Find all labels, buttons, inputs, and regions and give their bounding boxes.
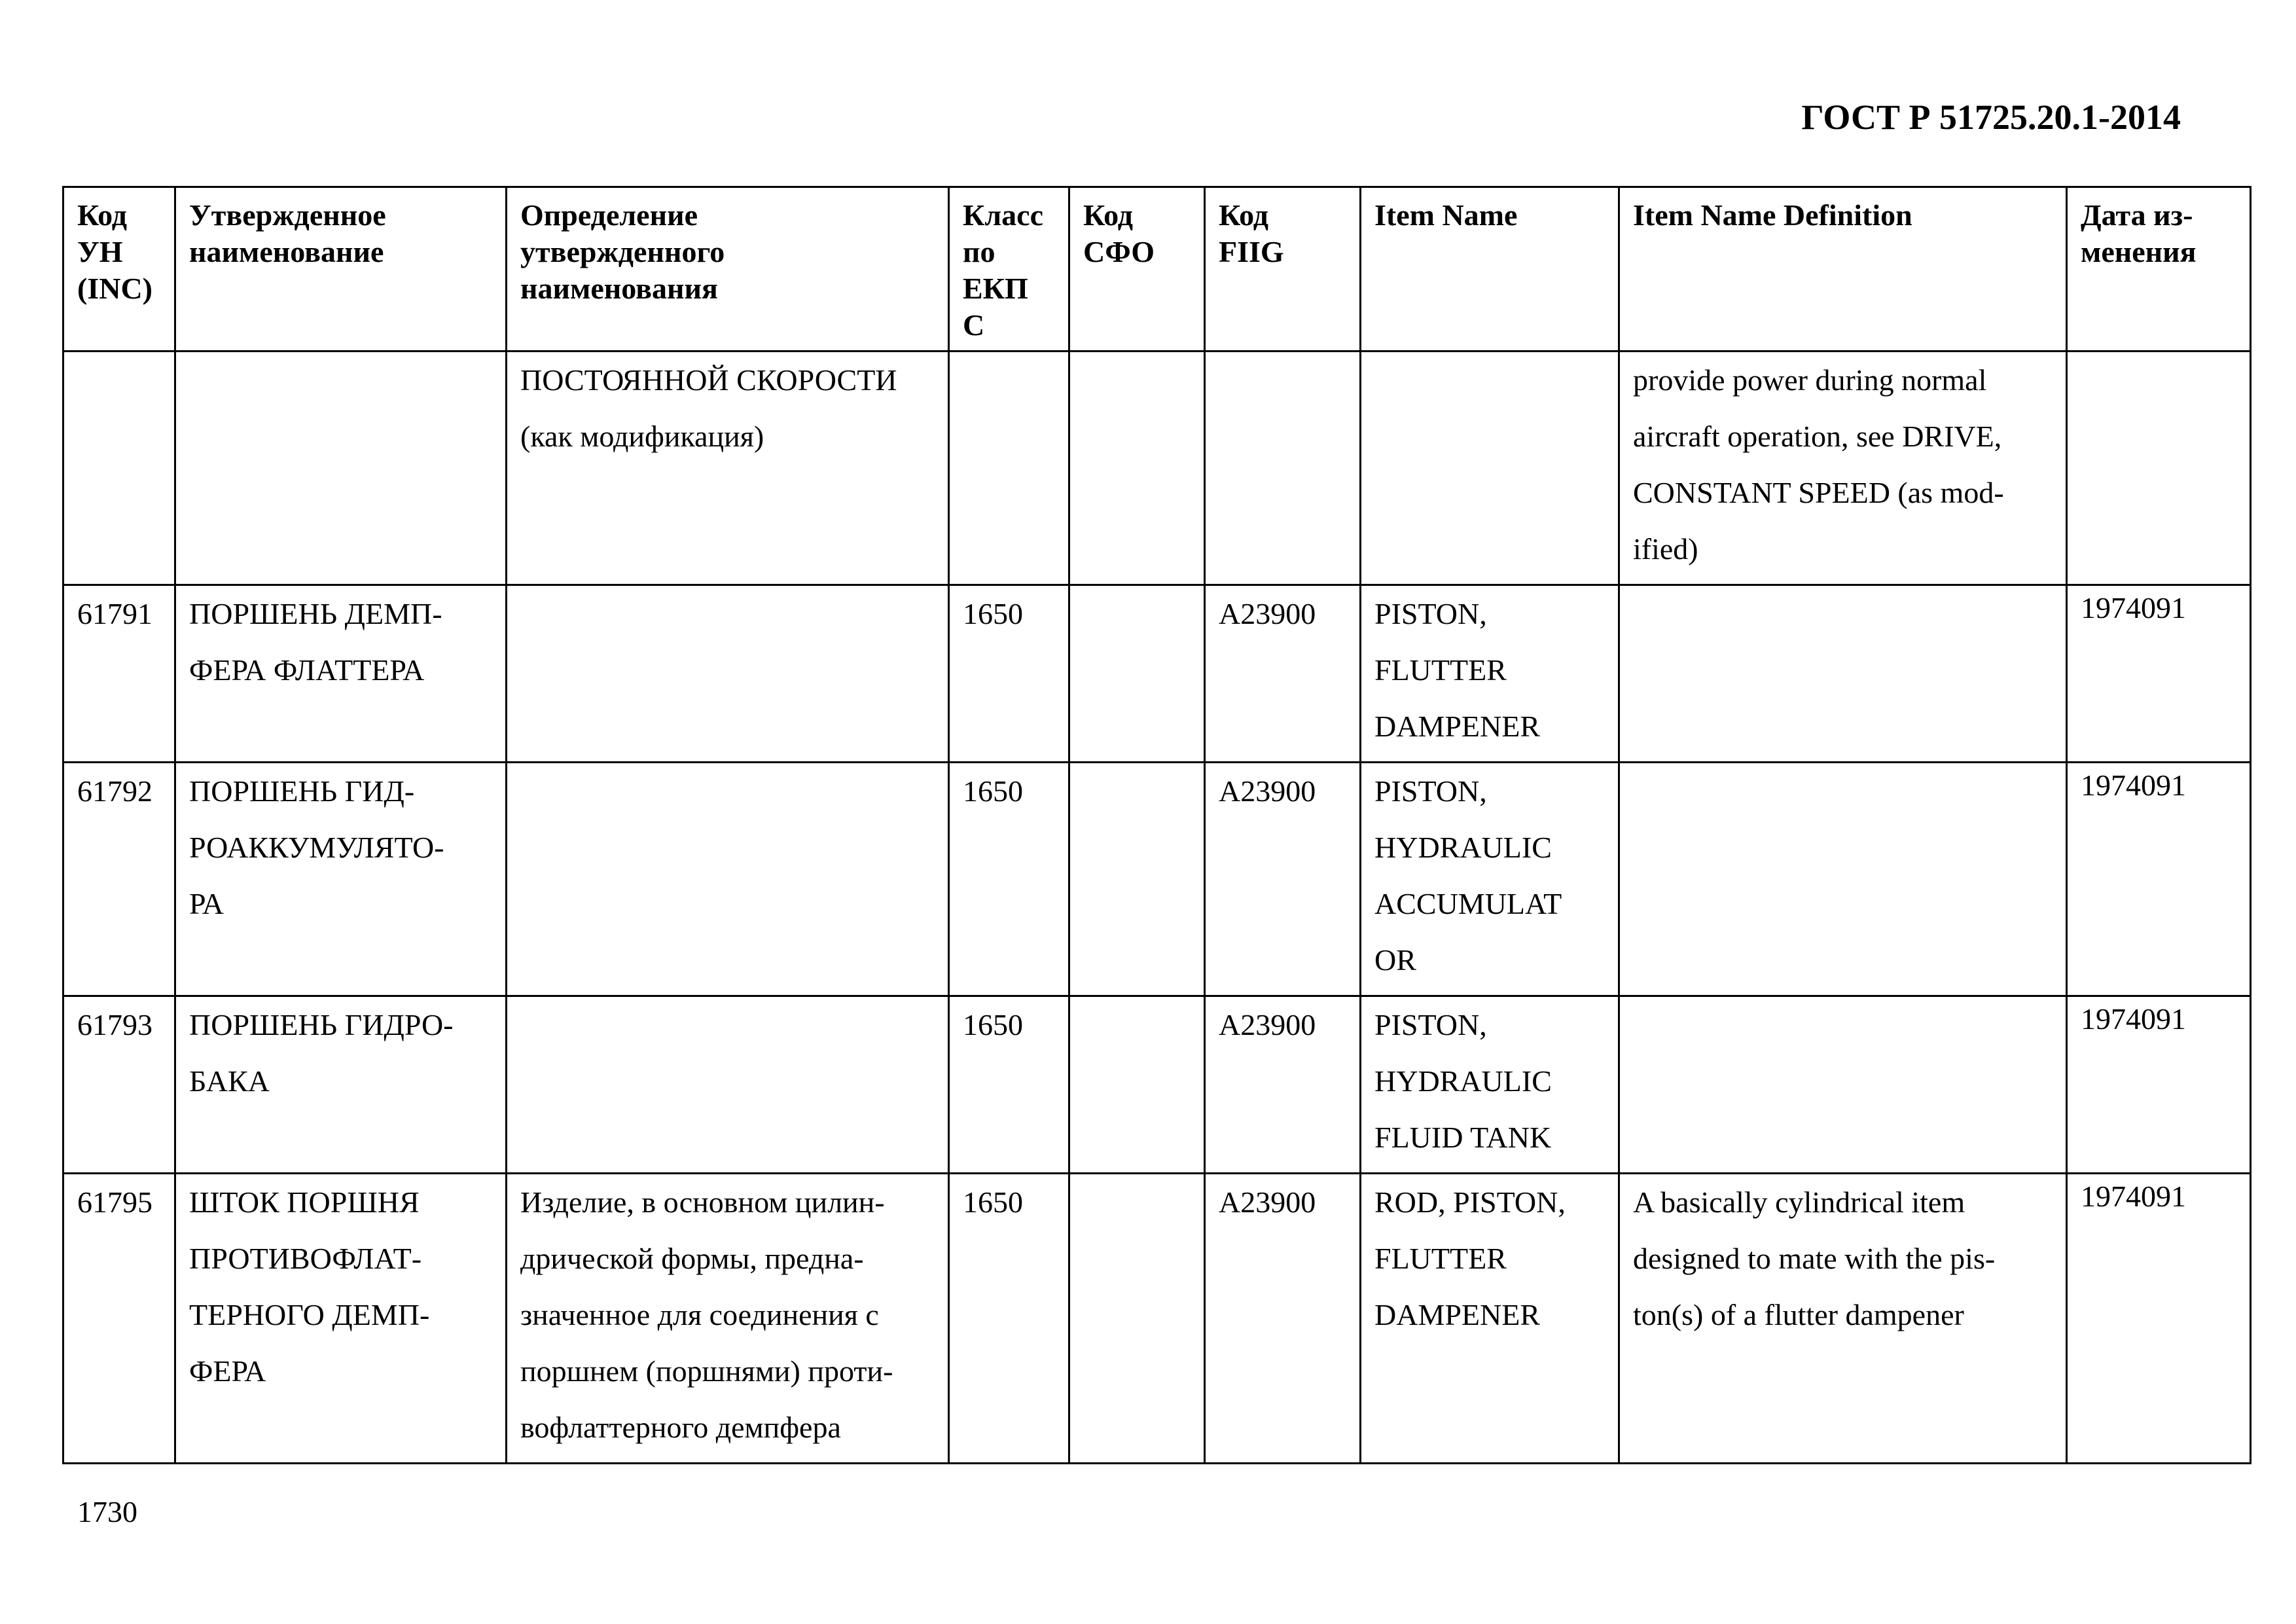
cell-inc <box>63 763 175 996</box>
cell-text-line: FLUID TANK <box>1374 1121 1552 1154</box>
cell-text-line: 1650 <box>963 774 1023 808</box>
header-fiig-code: Код FIIG <box>1205 187 1361 352</box>
cell-change-date <box>2067 763 2251 996</box>
table-body <box>63 352 2251 1464</box>
cell-sfo-code <box>1069 763 1205 996</box>
cell-text-line: PISTON, <box>1374 597 1487 630</box>
cell-text-line: PISTON, <box>1374 774 1487 808</box>
table-row <box>63 763 2251 996</box>
cell-text-line: ton(s) of a flutter dampener <box>1633 1298 1964 1331</box>
cell-approved-name <box>175 996 507 1174</box>
cell-text-line: поршнем (поршнями) проти- <box>520 1354 893 1388</box>
cell-approved-name-definition <box>507 763 949 996</box>
cell-text-line: FLUTTER <box>1374 653 1507 687</box>
cell-approved-name <box>175 585 507 763</box>
cell-text-line: Изделие, в основном цилин- <box>520 1185 885 1219</box>
cell-text-line: ПОРШЕНЬ ГИДРО- <box>189 1008 454 1041</box>
cell-change-date <box>2067 996 2251 1174</box>
cell-text-line: HYDRAULIC <box>1374 831 1552 864</box>
cell-text-line: ПРОТИВОФЛАТ- <box>189 1242 422 1275</box>
cell-text-line: дрической формы, предна- <box>520 1242 864 1275</box>
cell-text-line: HYDRAULIC <box>1374 1064 1552 1098</box>
table-row <box>63 352 2251 585</box>
cell-item-name <box>1361 352 1619 585</box>
cell-text-line: ФЕРА <box>189 1354 266 1388</box>
cell-item-name <box>1361 996 1619 1174</box>
cell-text-line: ПОРШЕНЬ ГИД- <box>189 774 415 808</box>
cell-text-line: значенное для соединения с <box>520 1298 879 1331</box>
cell-text-line: CONSTANT SPEED (as mod- <box>1633 476 2004 509</box>
cell-text-line: РА <box>189 887 224 920</box>
cell-change-date <box>2067 352 2251 585</box>
cell-text-line: A23900 <box>1219 597 1316 630</box>
document-standard-title: ГОСТ Р 51725.20.1-2014 <box>1801 98 2181 137</box>
cell-text-line: A23900 <box>1219 1008 1316 1041</box>
cell-text-line: OR <box>1374 943 1416 977</box>
cell-text-line: DAMPENER <box>1374 710 1541 743</box>
cell-sfo-code <box>1069 1174 1205 1464</box>
header-item-name-definition: Item Name Definition <box>1619 187 2067 352</box>
table-row <box>63 996 2251 1174</box>
cell-fiig-code <box>1205 996 1361 1174</box>
cell-text-line: ТЕРНОГО ДЕМП- <box>189 1298 430 1331</box>
cell-fiig-code <box>1205 1174 1361 1464</box>
cell-text-line: 61791 <box>77 597 152 630</box>
cell-item-name-definition <box>1619 585 2067 763</box>
table-row <box>63 1174 2251 1464</box>
cell-item-name-definition <box>1619 996 2067 1174</box>
cell-fiig-code <box>1205 585 1361 763</box>
nomenclature-table <box>62 186 2251 1464</box>
cell-item-name-definition <box>1619 763 2067 996</box>
cell-text-line: provide power during normal <box>1633 363 1987 397</box>
cell-item-name <box>1361 763 1619 996</box>
cell-class <box>949 352 1069 585</box>
cell-text-line: designed to mate with the pis- <box>1633 1242 1996 1275</box>
cell-change-date <box>2067 585 2251 763</box>
cell-text-line: 1650 <box>963 597 1023 630</box>
cell-text-line: 1650 <box>963 1008 1023 1041</box>
cell-text-line: ФЕРА ФЛАТТЕРА <box>189 653 425 687</box>
header-sfo-code: Код СФО <box>1069 187 1205 352</box>
cell-approved-name-definition <box>507 1174 949 1464</box>
cell-text-line: ROD, PISTON, <box>1374 1185 1566 1219</box>
cell-text-line: ПОРШЕНЬ ДЕМП- <box>189 597 442 630</box>
cell-fiig-code <box>1205 352 1361 585</box>
cell-text-line: вофлаттерного демпфера <box>520 1411 841 1444</box>
cell-text-line: БАКА <box>189 1064 270 1098</box>
cell-text-line: 61795 <box>77 1185 152 1219</box>
cell-text-line: aircraft operation, see DRIVE, <box>1633 420 2002 453</box>
cell-text-line: FLUTTER <box>1374 1242 1507 1275</box>
header-approved-name-definition: Определение утвержденного наименования <box>507 187 949 352</box>
cell-inc <box>63 352 175 585</box>
cell-text-line: ПОСТОЯННОЙ СКОРОСТИ <box>520 363 897 397</box>
cell-inc <box>63 996 175 1174</box>
cell-text-line: 1974091 <box>2081 768 2186 802</box>
table-header-row <box>63 187 2251 352</box>
cell-text-line: 1974091 <box>2081 1002 2186 1036</box>
cell-text-line: PISTON, <box>1374 1008 1487 1041</box>
header-inc: Код УН (INC) <box>63 187 175 352</box>
header-change-date: Дата из- менения <box>2067 187 2251 352</box>
cell-item-name-definition <box>1619 352 2067 585</box>
cell-approved-name <box>175 1174 507 1464</box>
cell-text-line: (как модификация) <box>520 420 764 453</box>
cell-text-line: A basically cylindrical item <box>1633 1185 1965 1219</box>
cell-approved-name <box>175 352 507 585</box>
cell-sfo-code <box>1069 352 1205 585</box>
cell-text-line: ШТОК ПОРШНЯ <box>189 1185 420 1219</box>
cell-class <box>949 763 1069 996</box>
cell-item-name-definition <box>1619 1174 2067 1464</box>
cell-text-line: 1974091 <box>2081 1180 2186 1213</box>
cell-text-line: ACCUMULAT <box>1374 887 1562 920</box>
cell-change-date <box>2067 1174 2251 1464</box>
cell-approved-name-definition <box>507 585 949 763</box>
cell-text-line: 61792 <box>77 774 152 808</box>
cell-text-line: ified) <box>1633 532 1698 566</box>
cell-inc <box>63 585 175 763</box>
cell-sfo-code <box>1069 585 1205 763</box>
cell-text-line: РОАККУМУЛЯТО- <box>189 831 444 864</box>
cell-sfo-code <box>1069 996 1205 1174</box>
cell-approved-name-definition <box>507 996 949 1174</box>
cell-approved-name <box>175 763 507 996</box>
cell-text-line: 61793 <box>77 1008 152 1041</box>
cell-text-line: A23900 <box>1219 774 1316 808</box>
cell-approved-name-definition <box>507 352 949 585</box>
table-row <box>63 585 2251 763</box>
header-item-name: Item Name <box>1361 187 1619 352</box>
header-class: Класс по ЕКП С <box>949 187 1069 352</box>
cell-text-line: A23900 <box>1219 1185 1316 1219</box>
cell-fiig-code <box>1205 763 1361 996</box>
cell-item-name <box>1361 585 1619 763</box>
cell-text-line: DAMPENER <box>1374 1298 1541 1331</box>
cell-class <box>949 585 1069 763</box>
page-number: 1730 <box>77 1495 137 1528</box>
header-approved-name: Утвержденное наименование <box>175 187 507 352</box>
cell-class <box>949 1174 1069 1464</box>
cell-inc <box>63 1174 175 1464</box>
cell-item-name <box>1361 1174 1619 1464</box>
cell-text-line: 1650 <box>963 1185 1023 1219</box>
cell-text-line: 1974091 <box>2081 591 2186 624</box>
cell-class <box>949 996 1069 1174</box>
